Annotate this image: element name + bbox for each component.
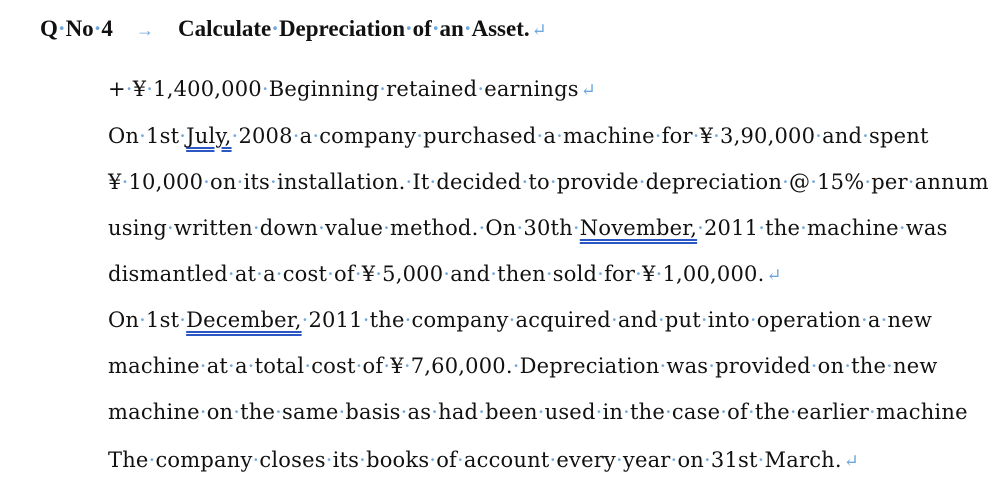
space-mark: ·	[898, 216, 906, 240]
line-text: ¥·10,000·on·its·installation.·It·decided·to·provide·depreciation·@·15%·per·annum	[108, 170, 989, 194]
space-mark: ·	[429, 448, 437, 472]
space-mark: ·	[713, 124, 721, 148]
space-mark: ·	[463, 16, 472, 41]
space-mark: ·	[167, 216, 174, 240]
space-mark: ·	[758, 216, 766, 240]
space-mark: ·	[697, 216, 704, 240]
space-mark: ·	[443, 262, 451, 286]
space-mark: ·	[231, 124, 239, 148]
space-mark: ·	[670, 448, 678, 472]
space-mark: ·	[354, 262, 362, 286]
space-mark: ·	[635, 262, 643, 286]
space-mark: ·	[508, 308, 516, 332]
space-mark: ·	[556, 124, 563, 148]
space-mark: ·	[512, 354, 520, 378]
space-mark: ·	[665, 400, 672, 424]
space-mark: ·	[536, 124, 544, 148]
space-mark: ·	[431, 16, 440, 41]
line-text-post: ·2011·the·machine·was	[697, 216, 948, 240]
line-text-post: ·2011·the·company·acquired·and·put·into·operation·a·new	[301, 308, 932, 332]
space-mark: ·	[400, 400, 408, 424]
line-text-pre: On·1st·	[108, 308, 187, 332]
space-mark: ·	[623, 400, 631, 424]
space-mark: ·	[655, 262, 663, 286]
body-line-2	[108, 121, 929, 151]
space-mark: ·	[869, 400, 876, 424]
space-mark: ·	[692, 124, 700, 148]
line-text-pre: On·1st·	[108, 124, 187, 148]
space-mark: ·	[228, 354, 235, 378]
space-mark: ·	[404, 308, 412, 332]
space-mark: ·	[375, 262, 383, 286]
space-mark: ·	[179, 124, 187, 148]
grammar-flagged-word[interactable]: July,	[186, 124, 232, 148]
space-mark: ·	[93, 16, 102, 41]
space-mark: ·	[199, 400, 207, 424]
space-mark: ·	[782, 170, 789, 194]
space-mark: ·	[338, 400, 346, 424]
body-line-4	[108, 213, 948, 243]
space-mark: ·	[616, 448, 623, 472]
space-mark: ·	[252, 216, 260, 240]
space-mark: ·	[275, 400, 283, 424]
question-title: Calculate·Depreciation·of·an·Asset.	[178, 16, 530, 41]
space-mark: ·	[886, 354, 894, 378]
space-mark: ·	[301, 308, 309, 332]
space-mark: ·	[457, 448, 464, 472]
grammar-flagged-word[interactable]: December,	[186, 308, 302, 332]
space-mark: ·	[864, 170, 872, 194]
space-mark: ·	[477, 77, 485, 101]
space-mark: ·	[327, 262, 334, 286]
line-text: machine·on·the·same·basis·as·had·been·used·in·the·case·of·the·earlier·machine	[108, 400, 968, 424]
space-mark: ·	[355, 354, 363, 378]
space-mark: ·	[862, 124, 870, 148]
space-mark: ·	[810, 354, 818, 378]
space-mark: ·	[478, 400, 486, 424]
space-mark: ·	[659, 354, 667, 378]
space-mark: ·	[860, 308, 868, 332]
question-heading	[40, 13, 547, 46]
space-mark: ·	[57, 16, 66, 41]
space-mark: ·	[572, 216, 580, 240]
body-line-5	[108, 259, 782, 291]
space-mark: ·	[657, 308, 665, 332]
line-text-pre: using·written·down·value·method.·On·30th·	[108, 216, 580, 240]
space-mark: ·	[403, 354, 411, 378]
space-mark: ·	[789, 400, 797, 424]
grammar-flagged-word[interactable]: November,	[579, 216, 698, 240]
space-mark: ·	[405, 16, 413, 41]
space-mark: ·	[233, 400, 241, 424]
body-line-6	[108, 305, 932, 335]
space-mark: ·	[431, 400, 439, 424]
space-mark: ·	[275, 262, 283, 286]
line-text: +·¥·1,400,000·Beginning·retained·earnings	[108, 77, 579, 101]
space-mark: ·	[749, 308, 757, 332]
line-text-post: ·2008·a·company·purchased·a·machine·for·¥·3,90,000·and·spent	[231, 124, 929, 148]
space-mark: ·	[318, 216, 326, 240]
space-mark: ·	[362, 308, 370, 332]
space-mark: ·	[545, 262, 553, 286]
space-mark: ·	[271, 16, 279, 41]
body-line-8	[108, 397, 968, 427]
space-mark: ·	[800, 216, 808, 240]
space-mark: ·	[597, 262, 605, 286]
space-mark: ·	[139, 308, 147, 332]
space-mark: ·	[236, 170, 244, 194]
space-mark: ·	[747, 400, 755, 424]
line-text: dismantled·at·a·cost·of·¥·5,000·and·then·sold·for·¥·1,00,000.	[108, 262, 765, 286]
line-text: machine·at·a·total·cost·of·¥·7,60,000.·Depreciation·was·provided·on·the·new	[108, 354, 938, 378]
space-mark: ·	[199, 354, 207, 378]
body-line-9	[108, 445, 859, 477]
space-mark: ·	[700, 308, 708, 332]
space-mark: ·	[256, 262, 264, 286]
body-line-7	[108, 351, 938, 381]
pilcrow-icon: ↵	[580, 80, 597, 101]
space-mark: ·	[383, 216, 390, 240]
space-mark: ·	[757, 448, 765, 472]
space-mark: ·	[478, 216, 486, 240]
space-mark: ·	[610, 308, 618, 332]
space-mark: ·	[121, 170, 129, 194]
space-mark: ·	[490, 262, 498, 286]
space-mark: ·	[383, 354, 391, 378]
space-mark: ·	[516, 216, 524, 240]
body-line-1	[108, 74, 596, 106]
space-mark: ·	[880, 308, 888, 332]
space-mark: ·	[815, 124, 823, 148]
space-mark: ·	[139, 124, 147, 148]
space-mark: ·	[146, 77, 154, 101]
space-mark: ·	[549, 448, 557, 472]
space-mark: ·	[292, 124, 300, 148]
space-mark: ·	[261, 77, 269, 101]
space-mark: ·	[595, 400, 603, 424]
line-text: The·company·closes·its·books·of·account·every·year·on·31st·March.	[108, 448, 842, 472]
space-mark: ·	[708, 354, 716, 378]
space-mark: ·	[810, 170, 818, 194]
space-mark: ·	[325, 448, 333, 472]
space-mark: ·	[179, 308, 187, 332]
space-mark: ·	[227, 262, 235, 286]
space-mark: ·	[549, 170, 557, 194]
space-mark: ·	[247, 354, 255, 378]
space-mark: ·	[125, 77, 133, 101]
space-mark: ·	[638, 170, 646, 194]
space-mark: ·	[312, 124, 320, 148]
tab-arrow-icon: →	[136, 20, 154, 40]
space-mark: ·	[359, 448, 367, 472]
body-line-3	[108, 167, 989, 197]
space-mark: ·	[416, 124, 424, 148]
space-mark: ·	[304, 354, 312, 378]
question-number: Q·No·4	[40, 16, 113, 41]
space-mark: ·	[379, 77, 387, 101]
space-mark: ·	[405, 170, 413, 194]
space-mark: ·	[537, 400, 545, 424]
space-mark: ·	[252, 448, 260, 472]
space-mark: ·	[844, 354, 852, 378]
space-mark: ·	[148, 448, 156, 472]
space-mark: ·	[720, 400, 728, 424]
space-mark: ·	[521, 170, 529, 194]
space-mark: ·	[429, 170, 437, 194]
space-mark: ·	[907, 170, 915, 194]
pilcrow-icon: ↵	[766, 265, 782, 286]
pilcrow-icon: ↵	[843, 451, 860, 472]
space-mark: ·	[704, 448, 711, 472]
space-mark: ·	[203, 170, 211, 194]
pilcrow-icon: ↵	[531, 20, 547, 40]
space-mark: ·	[654, 124, 662, 148]
space-mark: ·	[270, 170, 277, 194]
